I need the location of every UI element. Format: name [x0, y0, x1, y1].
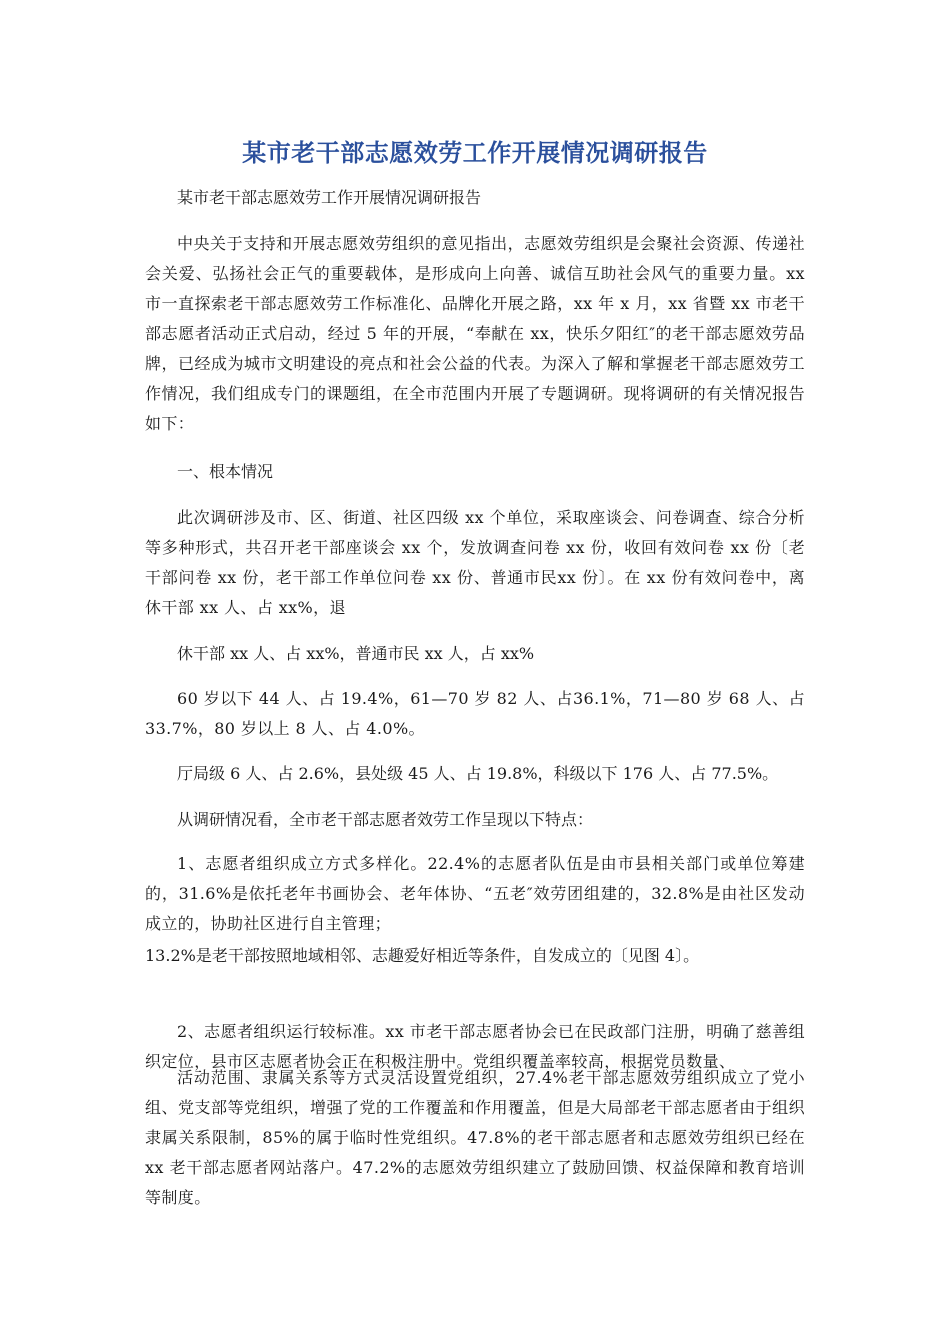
paragraph-feature-1: 1、志愿者组织成立方式多样化。22.4%的志愿者队伍是由市县相关部门或单位筹建的，31.6%是依托老年书画协会、老年体协、“五老″效劳团组建的，32.8%是由社区发动成立的，协助社区进行自主管理；: [145, 854, 805, 933]
paragraph-retired-cadres: 休干部 xx 人、占 xx%，普通市民 xx 人，占 xx%: [177, 644, 535, 663]
document-subtitle: 某市老干部志愿效劳工作开展情况调研报告: [177, 188, 482, 207]
paragraph-features-intro: 从调研情况看，全市老干部志愿者效劳工作呈现以下特点：: [177, 810, 594, 829]
section-heading-basic-situation: 一、根本情况: [177, 462, 274, 481]
paragraph-feature-2: 2、志愿者组织运行较标准。xx 市老干部志愿者协会已在民政部门注册，明确了慈善组织定位，县市区志愿者协会正在积极注册中。党组织覆盖率较高，根据党员数量、: [145, 1022, 805, 1071]
paragraph-feature-2-continued: 活动范围、隶属关系等方式灵活设置党组织，27.4%老干部志愿效劳组织成立了党小组、党支部等党组织，增强了党的工作覆盖和作用覆盖，但是大局部老干部志愿者由于组织隶属关系限制，85%的属于临时性党组织。47.8%的老干部志愿者和志愿效劳组织已经在 xx 老干部志愿者网站落户。47.2%的志愿效劳组织建立了鼓励回馈、权益保障和教育培训等制度。: [145, 1068, 805, 1207]
paragraph-age-distribution: 60 岁以下 44 人、占 19.4%，61—70 岁 82 人、占36.1%，71—80 岁 68 人、占 33.7%，80 岁以上 8 人、占 4.0%。: [145, 689, 805, 738]
document-title: 某市老干部志愿效劳工作开展情况调研报告: [242, 139, 708, 167]
paragraph-survey-scope: 此次调研涉及市、区、街道、社区四级 xx 个单位，采取座谈会、问卷调查、综合分析等多种形式，共召开老干部座谈会 xx 个，发放调查问卷 xx 份，收回有效问卷 xx 份〔老干部问卷 xx 份，老干部工作单位问卷 xx 份、普通市民xx 份〕。在 xx 份有效问卷中，离休干部 xx 人、占 xx%，退: [145, 508, 805, 617]
paragraph-feature-1-continued: 13.2%是老干部按照地域相邻、志趣爱好相近等条件，自发成立的〔见图 4〕。: [145, 946, 700, 965]
paragraph-rank-distribution: 厅局级 6 人、占 2.6%，县处级 45 人、占 19.8%，科级以下 176 人、占 77.5%。: [177, 764, 779, 783]
paragraph-intro: 中央关于支持和开展志愿效劳组织的意见指出，志愿效劳组织是会聚社会资源、传递社会关爱、弘扬社会正气的重要载体，是形成向上向善、诚信互助社会风气的重要力量。xx 市一直探索老干部志愿效劳工作标准化、品牌化开展之路，xx 年 x 月，xx 省暨 xx 市老干部志愿者活动正式启动，经过 5 年的开展，“奉献在 xx，快乐夕阳红″的老干部志愿效劳品牌，已经成为城市文明建设的亮点和社会公益的代表。为深入了解和掌握老干部志愿效劳工作情况，我们组成专门的课题组，在全市范围内开展了专题调研。现将调研的有关情况报告如下：: [145, 234, 805, 433]
